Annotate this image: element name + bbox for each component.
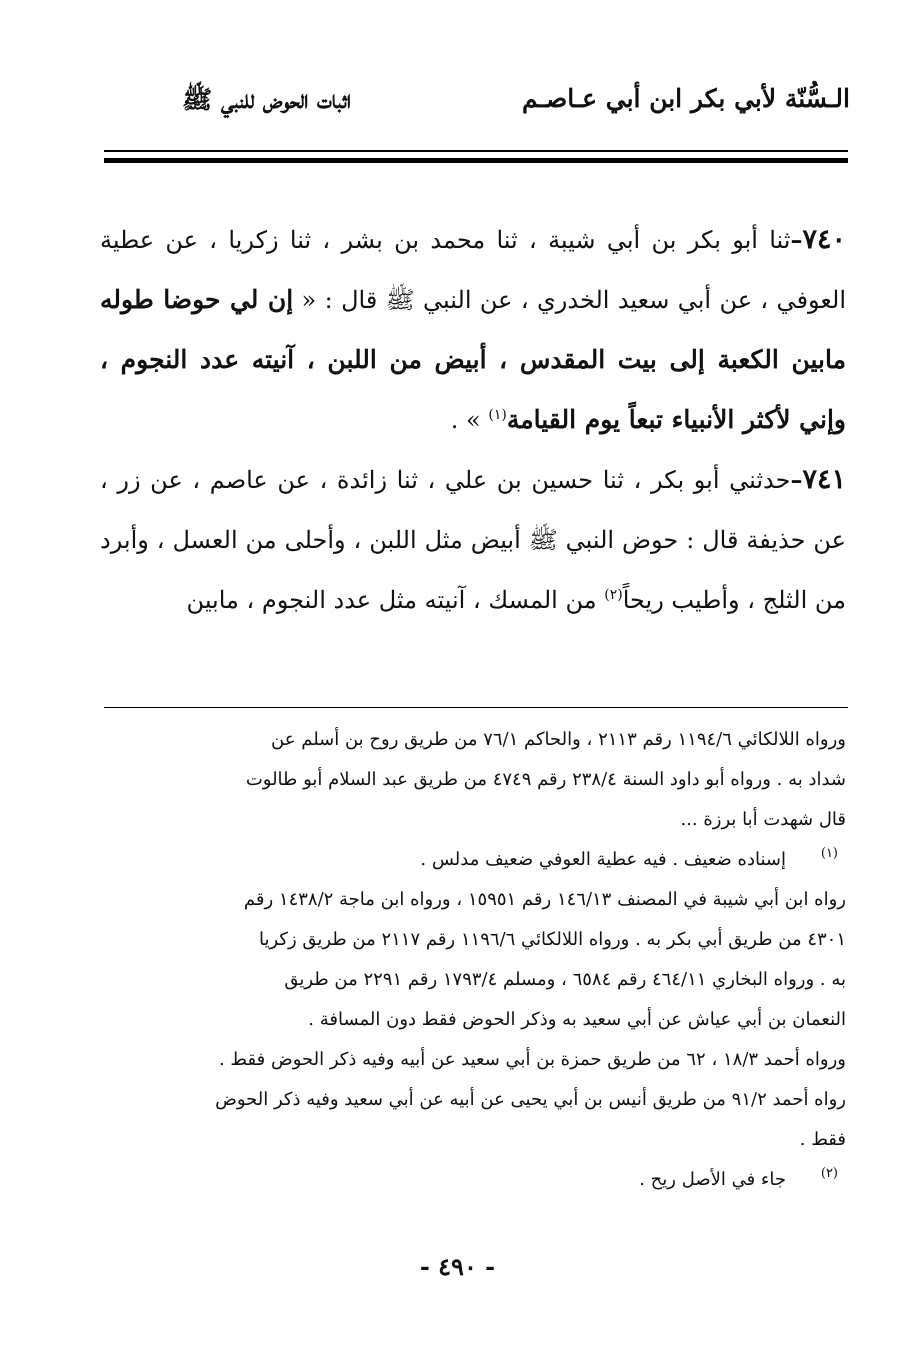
- footnote-ref-1[interactable]: (١): [488, 407, 507, 423]
- hadith-isnad: ثنا أبو بكر بن أبي شيبة ، ثنا محمد بن بشر ، ثنا زكريا ، عن عطية العوفي ، عن أبي سعيد الخدري ، عن النبي ﷺ قال : «: [100, 226, 846, 314]
- footnotes: [100, 720, 846, 1200]
- hadith-matn: إن لي حوضا طوله مابين الكعبة إلى بيت المقدس ، أبيض من اللبن ، آنيته عدد النجوم ، وإني لأكثر الأنبياء تبعاً يوم القيامة: [100, 285, 846, 434]
- hadith-741: [100, 450, 846, 630]
- page-number: - ٤٩٠ -: [419, 1252, 496, 1281]
- note-line: جاء في الأصل ريح .: [639, 1169, 786, 1190]
- hadith-number: ٧٤٠: [802, 224, 846, 255]
- running-header: [100, 78, 850, 122]
- hadith-text-cont: من المسك ، آنيته مثل عدد النجوم ، مابين: [186, 586, 605, 614]
- note-line: فقط .: [799, 1129, 846, 1150]
- footnote-1-mark: (١): [820, 846, 838, 861]
- main-text: [100, 210, 846, 630]
- footnote-2: [100, 1160, 846, 1200]
- note-line: شداد به . ورواه أبو داود السنة ٢٣٨/٤ رقم ٤٧٤٩ من طريق عبد السلام أبو طالوت: [245, 769, 846, 790]
- footnote-1: [100, 840, 846, 880]
- note-line: ورواه اللالكائي ١١٩٤/٦ رقم ٢١١٣ ، والحاكم ٧٦/١ من طريق روح بن أسلم عن: [271, 729, 846, 750]
- hadith-dash: –: [790, 465, 803, 494]
- footnote-rule: [104, 707, 848, 708]
- footnote-ref-2[interactable]: (٢): [604, 587, 623, 603]
- note-line: إسناده ضعيف . فيه عطية العوفي ضعيف مدلس .: [420, 849, 786, 870]
- hadith-740: [100, 210, 846, 450]
- hadith-closing: » .: [450, 406, 489, 434]
- note-line: النعمان بن أبي عياش عن أبي سعيد به وذكر الحوض فقط دون المسافة .: [308, 1009, 846, 1030]
- hadith-text: حدثني أبو بكر ، ثنا حسين بن علي ، ثنا زائدة ، عن عاصم ، عن زر ، عن حذيفة قال : حوض النبي ﷺ أبيض مثل اللبن ، وأحلى من العسل ، وأبرد من الثلج ، وأطيب ريحاً: [100, 466, 846, 614]
- header-rule-thick: [104, 158, 848, 163]
- header-rule-thin: [104, 150, 848, 152]
- note-line: به . ورواه البخاري ٤٦٤/١١ رقم ٦٥٨٤ ، ومسلم ١٧٩٣/٤ رقم ٢٢٩١ من طريق: [284, 969, 846, 990]
- book-title: الـسُّنّة لأبي بكر ابن أبي عـاصـم: [522, 84, 850, 113]
- chapter-title: اثبات الحوض للنبي ﷺ: [182, 85, 351, 114]
- note-line: قال شهدت أبا برزة ...: [680, 809, 846, 830]
- note-line: ٤٣٠١ من طريق أبي بكر به . ورواه اللالكائي ١١٩٦/٦ رقم ٢١١٧ من طريق زكريا: [258, 929, 846, 950]
- note-line: رواه أحمد ٩١/٢ من طريق أنيس بن أبي يحيى عن أبيه عن أبي سعيد وفيه ذكر الحوض: [215, 1089, 846, 1110]
- hadith-dash: –: [790, 225, 803, 254]
- note-line: رواه ابن أبي شيبة في المصنف ١٤٦/١٣ رقم ١٥٩٥١ ، ورواه ابن ماجة ١٤٣٨/٢ رقم: [243, 889, 846, 910]
- hadith-number: ٧٤١: [802, 464, 846, 495]
- footnote-2-mark: (٢): [820, 1166, 838, 1181]
- note-line: ورواه أحمد ١٨/٣ ، ٦٢ من طريق حمزة بن أبي سعيد عن أبيه وفيه ذكر الحوض فقط .: [218, 1049, 846, 1070]
